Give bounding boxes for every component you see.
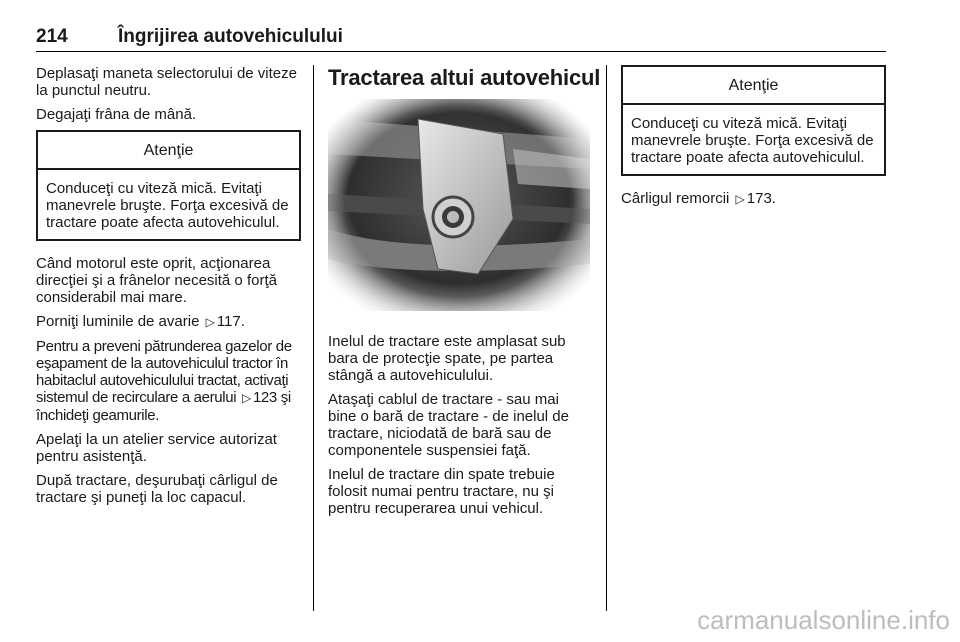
warning-box [36,130,301,241]
reference-arrow-icon: ▷ [735,192,745,206]
paragraph-towing-only: Inelul de tractare din spate trebuie folosit numai pentru tractare, nu şi pentru recuperarea unui vehicul. [328,466,555,517]
warning-body: Conduceţi cu viteză mică. Evitaţi manevrele bruşte. Forţa excesivă de tractare poate afecta autovehiculul. [46,180,289,231]
reference-arrow-icon: ▷ [242,391,251,405]
header-rule [36,51,886,52]
paragraph-handbrake: Degajaţi frâna de mână. [36,106,197,123]
paragraph-towing-eye-location: Inelul de tractare este amplasat sub bara de protecţie spate, pe partea stângă a autovehiculului. [328,333,566,384]
warning-title: Atenţie [38,132,299,170]
recirculation-tail: şi închideţi geamurile. [36,389,291,424]
hazard-text: Porniţi luminile de avarie [36,313,200,330]
warning-body: Conduceţi cu viteză mică. Evitaţi manevrele bruşte. Forţa excesivă de tractare poate afecta autovehiculul. [631,115,874,166]
column-2 [328,65,601,524]
paragraph-attach-cable: Ataşaţi cablul de tractare - sau mai bine o bară de tractare - de inelul de tractare, niciodată de bară sau de componentele suspensiei faţă. [328,391,569,459]
page-title: Îngrijirea autovehiculului [118,26,343,47]
paragraph-trailer-hitch [621,190,886,208]
towing-eye-illustration [328,99,590,311]
page-number: 214 [36,26,68,47]
recirculation-text: Pentru a preveni pătrunderea gazelor de eşapament de la autovehiculul tractor în habitaclul autovehiculului tractat, activaţi sistemul de recirculare a aerului [36,338,292,406]
column-divider [313,65,314,611]
paragraph-neutral: Deplasaţi maneta selectorului de viteze la punctul neutru. [36,65,297,99]
paragraph-after-towing: După tractare, deşurubaţi cârligul de tractare şi puneţi la loc capacul. [36,472,278,506]
paragraph-hazard [36,313,301,331]
column-3 [621,65,886,215]
paragraph-engine-off: Când motorul este oprit, acţionarea direcţiei şi a frânelor necesită o forţă considerabil mai mare. [36,255,277,306]
column-1 [36,65,301,513]
page-header [36,26,886,52]
trailer-hitch-ref-link[interactable]: 173. [746,190,776,207]
recirculation-ref-link[interactable]: 123 [252,389,277,406]
warning-title: Atenţie [623,67,884,105]
towing-eye-figure [328,99,590,311]
hazard-ref-link[interactable]: 117. [216,313,245,330]
reference-arrow-icon: ▷ [205,315,215,329]
section-title: Tractarea altui autovehicul [328,65,601,90]
column-divider [606,65,607,611]
watermark: carmanualsonline.info [697,605,950,635]
trailer-hitch-text: Cârligul remorcii [621,190,730,207]
warning-box [621,65,886,176]
paragraph-service: Apelaţi la un atelier service autorizat pentru asistenţă. [36,431,277,465]
paragraph-recirculation [36,338,301,424]
